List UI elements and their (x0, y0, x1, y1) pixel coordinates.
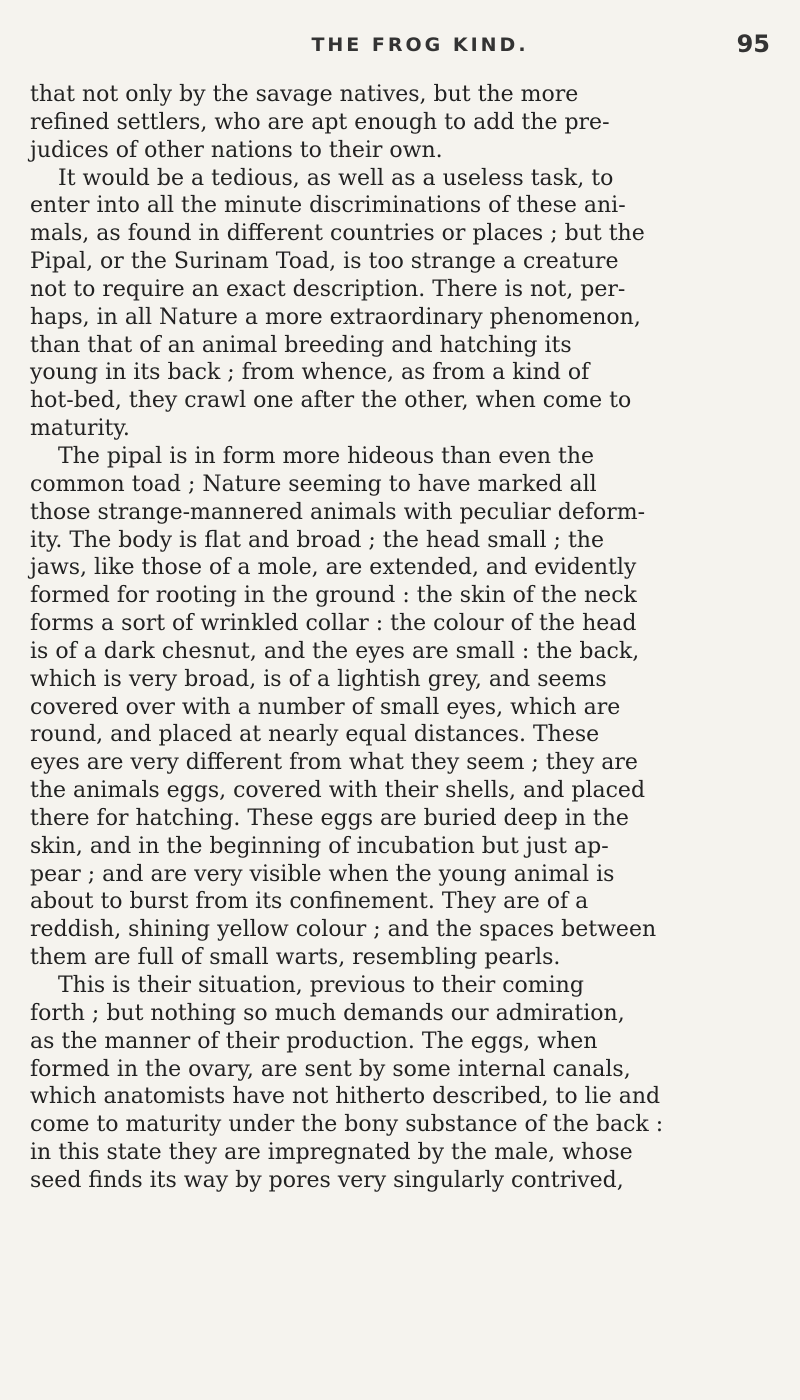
text-line: forth ; but nothing so much demands our admiration, (30, 1000, 625, 1026)
text-line: refined settlers, who are apt enough to add the pre- (30, 109, 610, 135)
text-line: than that of an animal breeding and hatching its (30, 332, 572, 358)
text-line: is of a dark chesnut, and the eyes are small : the back, (30, 638, 640, 664)
text-line: The pipal is in form more hideous than even the (58, 443, 595, 469)
text-line: those strange-mannered animals with peculiar deform- (30, 499, 646, 525)
text-line: as the manner of their production. The eggs, when (30, 1028, 598, 1054)
page-number: 95 (736, 30, 770, 58)
body-text (0, 81, 800, 1195)
text-line: Pipal, or the Surinam Toad, is too strange a creature (30, 249, 619, 275)
text-line: about to burst from its confinement. They are of a (30, 889, 589, 915)
text-line: skin, and in the beginning of incubation but just ap- (30, 833, 609, 859)
text-line: them are full of small warts, resembling pearls. (30, 945, 561, 971)
text-line: pear ; and are very visible when the young animal is (30, 861, 615, 887)
text-line: there for hatching. These eggs are buried deep in the (30, 805, 629, 831)
text-line: hot-bed, they crawl one after the other, when come to (30, 388, 632, 414)
text-line: eyes are very different from what they seem ; they are (30, 750, 638, 776)
text-line: common toad ; Nature seeming to have marked all (30, 471, 597, 497)
text-line: ity. The body is flat and broad ; the head small ; the (30, 527, 604, 553)
text-line: jaws, like those of a mole, are extended, and evidently (30, 555, 637, 581)
text-line: mals, as found in different countries or places ; but the (30, 221, 645, 247)
text-line: enter into all the minute discriminations of these ani- (30, 193, 626, 219)
text-line: formed for rooting in the ground : the skin of the neck (30, 583, 637, 609)
text-line: haps, in all Nature a more extraordinary phenomenon, (30, 304, 641, 330)
text-line: formed in the ovary, are sent by some internal canals, (30, 1056, 631, 1082)
text-line: the animals eggs, covered with their shells, and placed (30, 778, 646, 804)
text-line: in this state they are impregnated by the male, whose (30, 1140, 633, 1166)
text-line: This is their situation, previous to their coming (58, 973, 584, 998)
text-line: which anatomists have not hitherto described, to lie and (30, 1084, 661, 1110)
text-line: round, and placed at nearly equal distances. These (30, 722, 600, 748)
text-line: that not only by the savage natives, but the more (30, 82, 579, 107)
text-line: reddish, shining yellow colour ; and the spaces between (30, 917, 657, 943)
text-line: covered over with a number of small eyes, which are (30, 694, 621, 720)
text-line: forms a sort of wrinkled collar : the colour of the head (30, 611, 637, 637)
text-line: judices of other nations to their own. (30, 137, 443, 163)
text-line: It would be a tedious, as well as a useless task, to (58, 165, 614, 191)
text-line: come to maturity under the bony substance of the back : (30, 1112, 664, 1138)
running-head: THE FROG KIND. (311, 34, 529, 56)
text-line: which is very broad, is of a lightish grey, and seems (30, 666, 607, 692)
text-line: seed finds its way by pores very singularly contrived, (30, 1167, 624, 1193)
page-header (60, 30, 780, 70)
text-line: young in its back ; from whence, as from a kind of (30, 360, 590, 386)
text-line: not to require an exact description. There is not, per- (30, 276, 626, 302)
text-line: maturity. (30, 416, 130, 442)
